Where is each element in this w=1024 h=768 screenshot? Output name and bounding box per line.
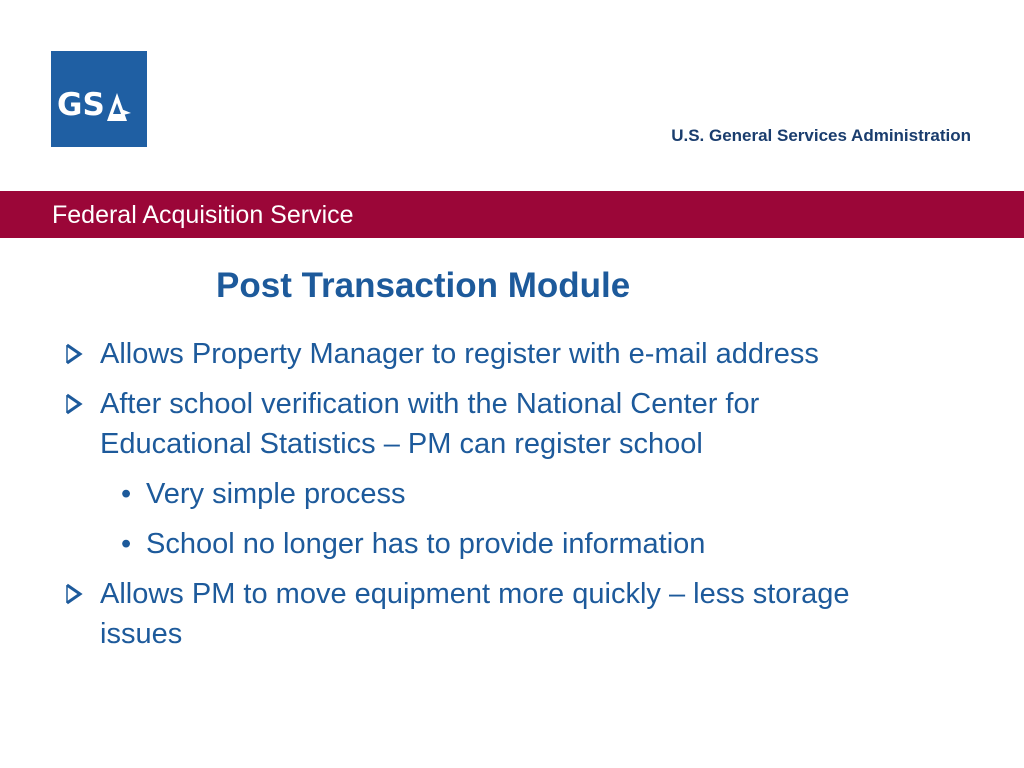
gsa-logo-icon bbox=[51, 51, 147, 147]
sub-bullet-item bbox=[0, 474, 1024, 514]
arrow-bullet-icon bbox=[62, 574, 86, 614]
bullet-text: Allows PM to move equipment more quickly – less storage issues bbox=[100, 578, 850, 650]
agency-name: U.S. General Services Administration bbox=[671, 126, 971, 145]
gsa-logo bbox=[51, 51, 147, 147]
sub-bullet-text: School no longer has to provide information bbox=[146, 528, 706, 560]
arrow-bullet-icon bbox=[62, 384, 86, 424]
section-banner bbox=[0, 191, 1024, 238]
bullet-item bbox=[0, 574, 900, 654]
dot-bullet-icon: • bbox=[121, 528, 132, 560]
banner-title: Federal Acquisition Service bbox=[52, 201, 354, 229]
dot-bullet-icon: • bbox=[121, 478, 132, 510]
bullet-text: After school verification with the National Center for Educational Statistics – PM can register school bbox=[100, 388, 760, 460]
svg-text:GS: GS bbox=[57, 87, 105, 123]
slide-title: Post Transaction Module bbox=[216, 266, 631, 305]
arrow-bullet-icon bbox=[62, 334, 86, 374]
bullet-item bbox=[0, 334, 900, 374]
bullet-list bbox=[0, 334, 1024, 664]
sub-bullet-item bbox=[0, 524, 1024, 564]
sub-bullet-text: Very simple process bbox=[146, 478, 406, 510]
bullet-text: Allows Property Manager to register with e-mail address bbox=[100, 338, 819, 370]
bullet-item bbox=[0, 384, 900, 464]
